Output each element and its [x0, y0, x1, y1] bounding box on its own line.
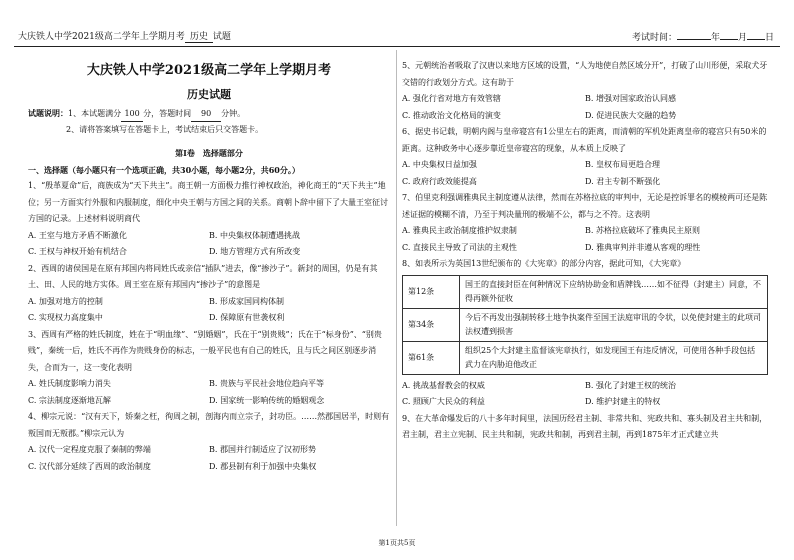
option-c: C. 直接民主导致了司法的主观性	[402, 242, 517, 252]
question-stem: 3、西周有严格的姓氏制度，姓在于“明血缘”、“别婚姻”，氏在于“别贵贱”；氏在于“标身份”、“别贵贱”，秦统一后，姓氏不再作为贵贱身份的标志，一般平民也有自己的姓氏，且与氏之间区别逐步消失，合而为一，这一变化表明	[28, 329, 382, 372]
option-list	[402, 378, 768, 411]
question-5	[402, 58, 768, 124]
option-d: D. 国家统一影响传统的婚姻观念	[209, 395, 325, 405]
option-c: C. 实现权力高度集中	[28, 313, 103, 322]
option-a: A. 强化行省对地方有效管辖	[402, 94, 501, 103]
option-d: D. 地方管理方式有所改变	[209, 247, 301, 256]
instruction-line-1: 试题说明：1、本试题满分 100 分，答题时间 90 分钟。	[28, 106, 390, 122]
article-content: 组织25个大封建主监督该宪章执行，如发现国王有违反情况，可使用各种手段包括武力在内胁迫他改正	[460, 341, 768, 374]
option-c: C. 照顾广大民众的利益	[402, 397, 485, 406]
exam-subtitle: 历史试题	[187, 88, 231, 101]
question-stem: 9、在大革命爆发后的八十多年时间里，法国历经君主制、非常共和、宪政共和、寡头制及君主共和制，君主制，君主立宪制、民主共和制，宪政共和制，再到君主制，再到1875年才正式建立共	[402, 413, 768, 439]
table-row	[403, 341, 768, 374]
question-6	[402, 124, 768, 190]
option-list	[28, 294, 390, 327]
option-c: C. 王权与神权开始有机结合	[28, 247, 127, 256]
table-row	[403, 308, 768, 341]
option-d: D. 君主专制不断强化	[585, 176, 661, 186]
instruction-line-2: 2、请将答案填写在答题卡上，考试结束后只交答题卡。	[66, 125, 264, 134]
table-row	[403, 275, 768, 308]
page-footer: 第1页共5页	[378, 539, 416, 547]
option-list	[28, 442, 390, 475]
option-b: B. 皇权布局更趋合理	[585, 160, 660, 169]
option-c: C. 政府行政效能提高	[402, 176, 477, 186]
article-number: 第12条	[403, 275, 460, 308]
question-stem: 2、西周的诸侯国是在原有邦国内将同姓氏或亲信“插队”进去，像“掺沙子”。新封的周国，仍是有其土、田、人民的地方实体。周王室在原有邦国内“掺沙子”的意图是	[28, 263, 378, 289]
option-d: D. 雅典审判并非遵从客观的理性	[585, 242, 701, 252]
option-b: B. 贵族与平民社会地位趋向平等	[209, 379, 324, 388]
page-header	[14, 28, 780, 47]
question-stem: 6、据史书记载，明朝内阁与皇帝寝宫有1公里左右的距离，而清朝的军机处距离皇帝的寝宫只有50米的距离。这种政务中心逐步靠近皇帝寝宫的现象，从本质上反映了	[402, 127, 767, 153]
option-d: D. 保障原有世袭权利	[209, 313, 285, 322]
article-content: 国王的直接封臣在何种情况下应纳协助金和盾牌钱……如不征得（封建主）同意，不得再额外征收	[460, 275, 768, 308]
option-d: D. 维护封建主的特权	[585, 397, 661, 406]
option-c: C. 推动政治文化格局的演变	[402, 110, 501, 120]
option-a: A. 加强对地方的控制	[28, 296, 103, 306]
exam-title: 大庆铁人中学2021级高二学年上学期月考	[86, 63, 332, 78]
question-2	[28, 261, 390, 327]
option-b: B. 强化了封建王权的统治	[585, 380, 676, 390]
section-heading: 一、选择题（每小题只有一个选项正确，共30小题，每小题2分，共60分。）	[28, 164, 300, 175]
article-content: 今后不再发出强制转移土地争执案件至国王法庭审讯的令状，以免使封建主的此项司法权遭到损害	[460, 308, 768, 341]
left-column	[28, 58, 390, 475]
question-stem: 5、元朝统治者吸取了汉唐以来地方区域的设置，“人为地使自然区域分开”，打破了山川形便，采取犬牙交错的行政划分方式。这有助于	[402, 61, 768, 87]
question-9	[402, 411, 768, 444]
column-divider	[396, 50, 397, 526]
article-number: 第61条	[403, 341, 460, 374]
option-c: C. 汉代部分延续了西周的政治制度	[28, 461, 151, 471]
exam-instructions	[28, 106, 390, 137]
header-exam-date: 考试时间： 年 月 日	[631, 33, 774, 43]
option-b: B. 中央集权体制遭遇挑战	[209, 230, 300, 240]
magna-carta-table	[402, 275, 768, 375]
question-7	[402, 190, 768, 256]
option-a: A. 姓氏制度影响力消失	[28, 379, 111, 388]
question-stem: 8、如表所示为英国13世纪颁布的《大宪章》的部分内容，据此可知，《大宪章》	[402, 259, 686, 268]
question-1	[28, 178, 390, 261]
option-list	[28, 376, 390, 409]
option-b: B. 形成家国同构体制	[209, 296, 284, 306]
article-number: 第34条	[403, 308, 460, 341]
question-stem: 1、“殷革夏命”后，商族成为“天下共主”。商王朝一方面极力推行神权政治，神化商王的“天下共主”地位；另一方面实行外服和内服制度，细化中央王朝与方国之间的关系。商朝卜辞中留下了大量王室征讨方国的记录。上述材料说明商代	[28, 181, 388, 223]
option-c: C. 宗法制度逐渐地瓦解	[28, 395, 111, 405]
option-list	[402, 91, 768, 124]
option-list	[402, 157, 768, 190]
option-d: D. 郡县制有利于加强中央集权	[209, 461, 317, 471]
option-a: A. 雅典民主政治制度推护奴隶制	[402, 226, 517, 235]
option-a: A. 汉代一定程度克服了秦制的弊端	[28, 445, 151, 454]
option-b: B. 增强对国家政治认同感	[585, 94, 676, 103]
option-b: B. 苏格拉底破坏了雅典民主原则	[585, 226, 700, 235]
question-4	[28, 409, 390, 475]
option-d: D. 促进民族大交融的趋势	[585, 110, 677, 120]
option-a: A. 王室与地方矛盾不断激化	[28, 230, 127, 240]
option-list	[402, 223, 768, 256]
right-column	[402, 58, 768, 444]
volume-heading: 第Ⅰ卷 选择题部分	[175, 148, 243, 158]
option-list	[28, 228, 390, 261]
question-8	[402, 256, 768, 411]
question-stem: 7、伯里克利强调雅典民主制度遵从法律，然而在苏格拉底的审判中，无论是控诉罪名的模棱两可还是陈述证据的模糊不清，乃至于判决量刑的极端不公，都与之不符。这表明	[402, 193, 768, 219]
option-a: A. 挑战基督教会的权威	[402, 380, 485, 390]
question-stem: 4、柳宗元说：“汉有天下，矫秦之枉，徇周之制，剖海内而立宗子，封功臣。……然郡国居半，时则有叛国而无叛郡。”柳宗元认为	[28, 412, 390, 438]
option-a: A. 中央集权日益加强	[402, 160, 477, 169]
question-3	[28, 327, 390, 410]
option-b: B. 郡国并行制适应了汉初形势	[209, 445, 316, 454]
header-exam-name: 大庆铁人中学2021级高二学年上学期月考 历史 试题	[18, 29, 231, 43]
